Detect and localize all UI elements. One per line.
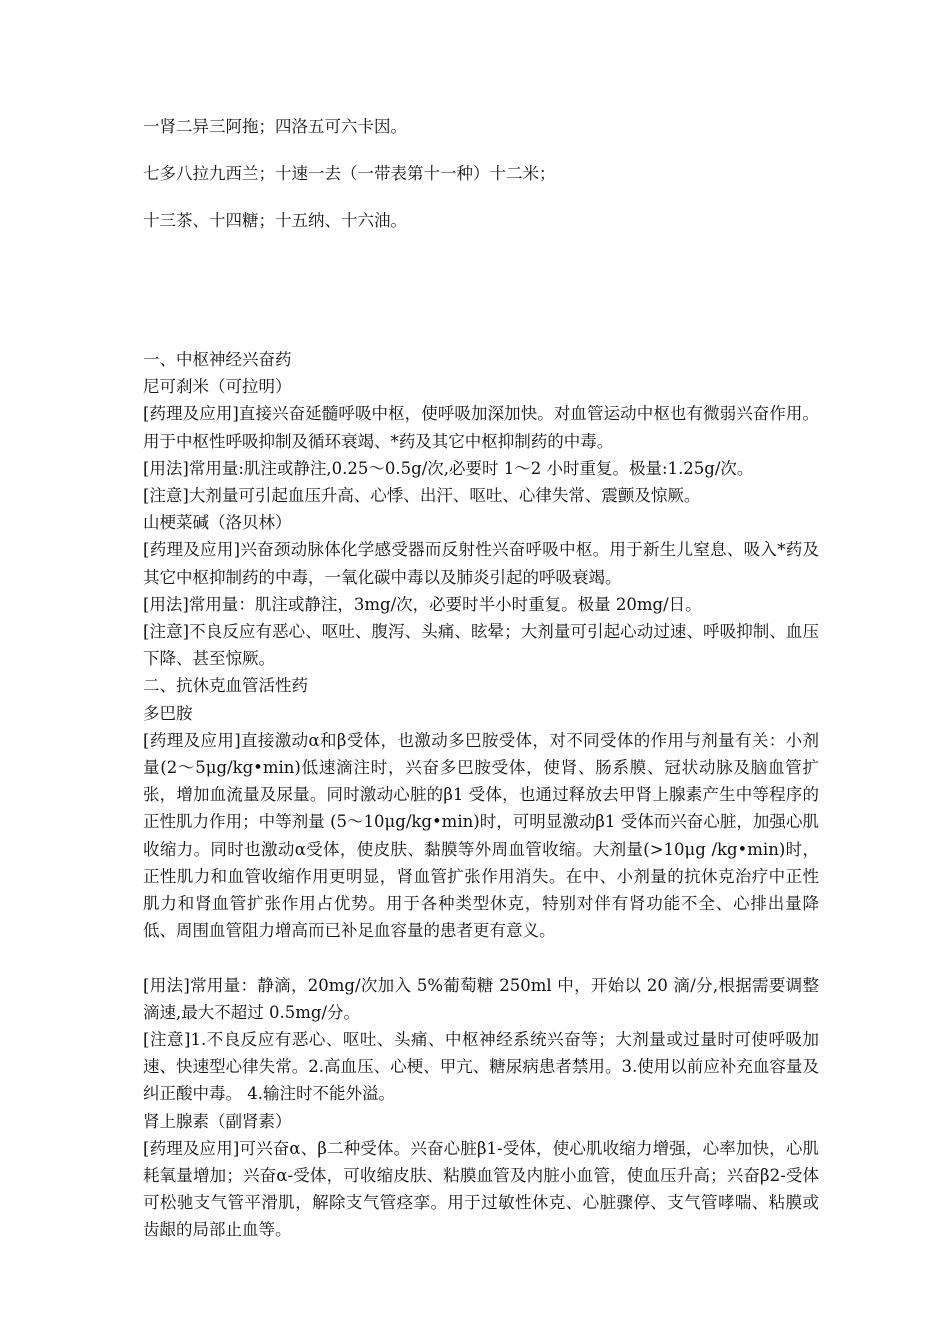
drug-caution-dopamine: [注意]1.不良反应有恶心、呕吐、头痛、中枢神经系统兴奋等；大剂量或过量时可使呼吸加速、快速型心律失常。2.高血压、心梗、甲亢、糖尿病患者禁用。3.使用以前应补充血容量及纠正酸中毒。 4.输注时不能外溢。 bbox=[143, 1030, 819, 1104]
drug-caution-nikethamide: [注意]大剂量可引起血压升高、心悸、出汗、呕吐、心律失常、震颤及惊厥。 bbox=[143, 486, 701, 506]
section-heading-cns-stimulants: 一、中枢神经兴奋药 bbox=[143, 350, 292, 369]
mnemonic-line-3: 十三茶、十四糖；十五纳、十六油。 bbox=[143, 211, 407, 230]
drug-name-dopamine: 多巴胺 bbox=[143, 703, 193, 723]
drug-pharmacology-epinephrine: [药理及应用]可兴奋α、β二种受体。兴奋心脏β1-受体，使心肌收缩力增强，心率加快，心肌耗氧量增加；兴奋α-受体，可收缩皮肤、粘膜血管及内脏小血管，使血压升高；兴奋β2-受体可松驰支气管平滑肌，解除支气管痉挛。用于过敏性休克、心脏骤停、支气管哮喘、粘膜或齿龈的局部止血等。 bbox=[143, 1138, 819, 1240]
drug-name-nikethamide: 尼可刹米（可拉明） bbox=[143, 377, 292, 397]
document-body bbox=[143, 346, 819, 1244]
drug-usage-lobeline: [用法]常用量：肌注或静注，3mg/次，必要时半小时重复。极量 20mg/日。 bbox=[143, 594, 702, 614]
drug-usage-dopamine: [用法]常用量：静滴，20mg/次加入 5%葡萄糖 250ml 中，开始以 20 滴/分,根据需要调整滴速,最大不超过 0.5mg/分。 bbox=[143, 975, 819, 1022]
drug-pharmacology-dopamine: [药理及应用]直接激动α和β受体，也激动多巴胺受体，对不同受体的作用与剂量有关：小剂量(2～5μg/kg•min)低速滴注时，兴奋多巴胺受体，使肾、肠系膜、冠状动脉及脑血管扩张，增加血流量及尿量。同时激动心脏的β1 受体，也通过释放去甲肾上腺素产生中等程序的正性肌力作用；中等剂量 (5～10μg/kg•min)时，可明显激动β1 受体而兴奋心脏，加强心肌收缩力。同时也激动α受体，使皮肤、黏膜等外周血管收缩。大剂量(>10μg /kg•min)时，正性肌力和血管收缩作用更明显，肾血管扩张作用消失。在中、小剂量的抗休克治疗中正性肌力和肾血管扩张作用占优势。用于各种类型休克，特别对伴有肾功能不全、心排出量降低、周围血管阻力增高而已补足血容量的患者更有意义。 bbox=[143, 730, 819, 941]
paragraph-gap bbox=[143, 944, 819, 971]
drug-caution-lobeline: [注意]不良反应有恶心、呕吐、腹泻、头痛、眩晕；大剂量可引起心动过速、呼吸抑制、血压下降、甚至惊厥。 bbox=[143, 622, 819, 669]
drug-name-epinephrine: 肾上腺素（副肾素） bbox=[143, 1111, 292, 1131]
drug-name-lobeline: 山梗菜碱（洛贝林） bbox=[143, 513, 292, 533]
mnemonic-line-2: 七多八拉九西兰；十速一去（一带表第十一种）十二米； bbox=[143, 164, 556, 183]
mnemonic-line-1: 一肾二异三阿拖；四洛五可六卡因。 bbox=[143, 117, 407, 136]
drug-usage-nikethamide: [用法]常用量:肌注或静注,0.25～0.5g/次,必要时 1～2 小时重复。极量:1.25g/次。 bbox=[143, 458, 754, 478]
section-heading-antishock: 二、抗休克血管活性药 bbox=[143, 676, 308, 696]
drug-pharmacology-lobeline: [药理及应用]兴奋颈动脉体化学感受器而反射性兴奋呼吸中枢。用于新生儿窒息、吸入*药及其它中枢抑制药的中毒，一氧化碳中毒以及肺炎引起的呼吸衰竭。 bbox=[143, 540, 819, 587]
drug-pharmacology-nikethamide: [药理及应用]直接兴奋延髓呼吸中枢，使呼吸加深加快。对血管运动中枢也有微弱兴奋作用。用于中枢性呼吸抑制及循环衰竭、*药及其它中枢抑制药的中毒。 bbox=[143, 404, 819, 451]
